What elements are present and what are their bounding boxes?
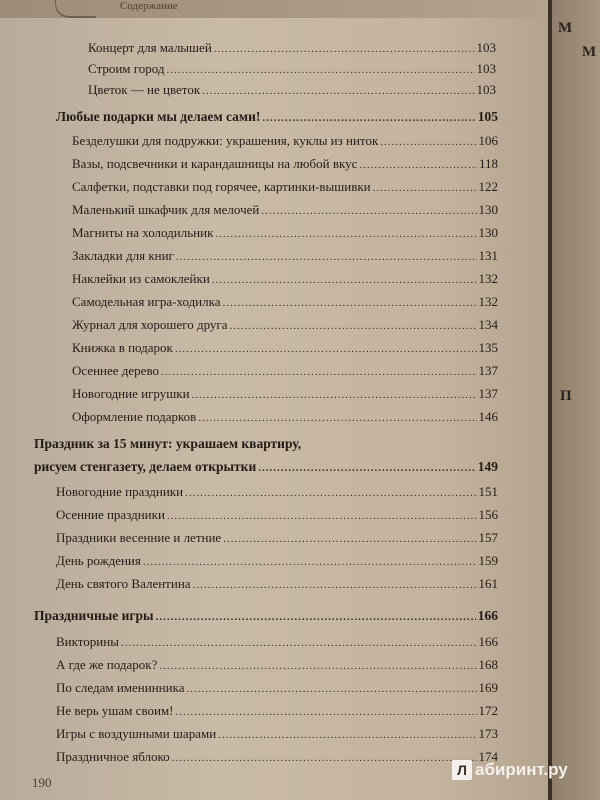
toc-entry: [72, 202, 498, 218]
toc-entry-title: Вазы, подсвечники и карандашницы на любой вкус: [72, 156, 358, 171]
dot-leader: [212, 274, 477, 286]
toc-section-title: рисуем стенгазету, делаем открытки: [34, 459, 257, 474]
toc-entry-page: 103: [476, 61, 496, 76]
toc-section-title: Праздник за 15 минут: украшаем квартиру,: [34, 436, 302, 451]
toc-entry-title: Праздничное яблоко: [56, 749, 170, 764]
dot-leader: [230, 320, 477, 332]
toc-entry: [72, 156, 498, 172]
toc-entry-page: 106: [478, 133, 498, 148]
dot-leader: [176, 706, 477, 718]
dot-leader: [193, 579, 477, 591]
dot-leader: [262, 112, 475, 124]
toc-entry-title: Не верь ушам своим!: [56, 703, 174, 718]
toc-entry-title: Цветок — не цветок: [88, 82, 201, 97]
toc-entry: [72, 317, 498, 333]
toc-entry-page: 103: [476, 40, 496, 55]
toc-entry: [72, 179, 498, 195]
toc-entry: [72, 248, 498, 264]
toc-entry-title: Праздники весенние и летние: [56, 530, 222, 545]
toc-entry-title: Осенние праздники: [56, 507, 165, 522]
toc-section-page: 105: [477, 109, 498, 124]
toc-entry: [72, 225, 498, 241]
toc-entry-title: Самодельная игра-ходилка: [72, 294, 221, 309]
toc-entry-page: 132: [478, 294, 498, 309]
toc-entry-page: 166: [478, 634, 498, 649]
toc-section-heading: [34, 608, 498, 624]
toc-entry-title: Наклейки из самоклейки: [72, 271, 210, 286]
toc-entry-page: 146: [478, 409, 498, 424]
watermark-text: абиринт.ру: [475, 760, 568, 779]
toc-entry-page: 118: [478, 156, 498, 171]
dot-leader: [176, 251, 477, 263]
toc-entry-title: Закладки для книг: [72, 248, 174, 263]
toc-entry-page: 151: [478, 484, 498, 499]
dot-leader: [223, 297, 477, 309]
toc-section-heading: [56, 109, 498, 125]
toc-entry: [72, 386, 498, 402]
toc-entry-title: Строим город: [88, 61, 165, 76]
toc-section-heading: [34, 459, 498, 475]
toc-entry-title: По следам именинника: [56, 680, 185, 695]
toc-entry-title: Маленький шкафчик для мелочей: [72, 202, 260, 217]
dot-leader: [223, 533, 476, 545]
dot-leader: [215, 228, 476, 240]
dot-leader: [167, 510, 477, 522]
toc-entry-title: День рождения: [56, 553, 141, 568]
toc-entry: [56, 530, 498, 546]
dot-leader: [121, 637, 477, 649]
dot-leader: [156, 611, 476, 623]
adjacent-page-letter: М: [582, 44, 597, 60]
dot-leader: [218, 729, 476, 741]
toc-entry: [88, 40, 496, 56]
toc-entry-title: Магниты на холодильник: [72, 225, 214, 240]
toc-entry-page: 157: [478, 530, 498, 545]
running-header-title: Содержание: [120, 0, 178, 12]
toc-entry-page: 159: [478, 553, 498, 568]
dot-leader: [143, 556, 477, 568]
folio-page-number: 190: [32, 775, 52, 790]
toc-entry-title: Концерт для малышей: [88, 40, 212, 55]
toc-entry: [56, 726, 498, 742]
toc-entry: [56, 634, 498, 650]
labirint-logo-icon: Л: [452, 760, 472, 780]
dot-leader: [192, 389, 477, 401]
toc-section-page: 149: [477, 459, 498, 474]
toc-entry: [56, 680, 498, 696]
toc-entry: [72, 363, 498, 379]
toc-entry: [56, 749, 498, 765]
dot-leader: [198, 412, 476, 424]
toc-entry-page: 135: [478, 340, 498, 355]
toc-entry: [56, 484, 498, 500]
toc-entry-page: 174: [478, 749, 498, 764]
toc-entry-title: Новогодние праздники: [56, 484, 184, 499]
toc-entry: [56, 553, 498, 569]
dot-leader: [185, 487, 476, 499]
toc-entry-page: 172: [478, 703, 498, 718]
dot-leader: [175, 343, 477, 355]
toc-entry-page: 161: [478, 576, 498, 591]
toc-entry-title: А где же подарок?: [56, 657, 158, 672]
adjacent-page-edge: [552, 0, 600, 800]
toc-entry: [56, 657, 498, 673]
toc-entry-title: Оформление подарков: [72, 409, 197, 424]
toc-entry: [72, 271, 498, 287]
toc-entry-page: 130: [478, 225, 498, 240]
toc-section-title: Праздничные игры: [34, 608, 154, 623]
dot-leader: [380, 136, 476, 148]
toc-entry-title: Салфетки, подставки под горячее, картинки-вышивки: [72, 179, 371, 194]
toc-entry-title: День святого Валентина: [56, 576, 191, 591]
toc-entry-page: 132: [478, 271, 498, 286]
dot-leader: [261, 205, 476, 217]
dot-leader: [186, 683, 476, 695]
dot-leader: [159, 660, 476, 672]
toc-entry-title: Викторины: [56, 634, 119, 649]
toc-entry-page: 169: [478, 680, 498, 695]
toc-entry-title: Осеннее дерево: [72, 363, 159, 378]
dot-leader: [214, 43, 475, 55]
toc-entry-title: Книжка в подарок: [72, 340, 173, 355]
adjacent-page-letter: П: [560, 388, 572, 404]
toc-entry-page: 173: [478, 726, 498, 741]
toc-entry-page: 168: [478, 657, 498, 672]
toc-entry-page: 130: [478, 202, 498, 217]
toc-entry: [56, 703, 498, 719]
toc-entry: [72, 409, 498, 425]
toc-entry-title: Новогодние игрушки: [72, 386, 190, 401]
toc-entry: [56, 576, 498, 592]
toc-entry-title: Игры с воздушными шарами: [56, 726, 217, 741]
toc-section-title: Любые подарки мы делаем сами!: [56, 109, 261, 124]
toc-entry-page: 122: [478, 179, 498, 194]
toc-entry-page: 103: [476, 82, 496, 97]
toc-section-page: 166: [477, 608, 498, 623]
toc-entry-page: 131: [478, 248, 498, 263]
dot-leader: [258, 462, 476, 474]
toc-entry: [56, 507, 498, 523]
toc-entry-page: 134: [478, 317, 498, 332]
toc-entry-title: Журнал для хорошего друга: [72, 317, 228, 332]
toc-entry: [88, 82, 496, 98]
dot-leader: [161, 366, 477, 378]
adjacent-page-letter: М: [558, 20, 573, 36]
toc-entry: [72, 294, 498, 310]
toc-entry: [88, 61, 496, 77]
toc-entry: [72, 133, 498, 149]
dot-leader: [172, 752, 477, 764]
toc-entry: [72, 340, 498, 356]
dot-leader: [373, 182, 477, 194]
toc-entry-page: 137: [478, 363, 498, 378]
dot-leader: [167, 64, 475, 76]
toc-entry-title: Безделушки для подружки: украшения, куклы из ниток: [72, 133, 379, 148]
toc-entry-page: 137: [478, 386, 498, 401]
dot-leader: [359, 159, 477, 171]
dot-leader: [202, 85, 474, 97]
toc-entry-page: 156: [478, 507, 498, 522]
watermark: [452, 760, 568, 780]
